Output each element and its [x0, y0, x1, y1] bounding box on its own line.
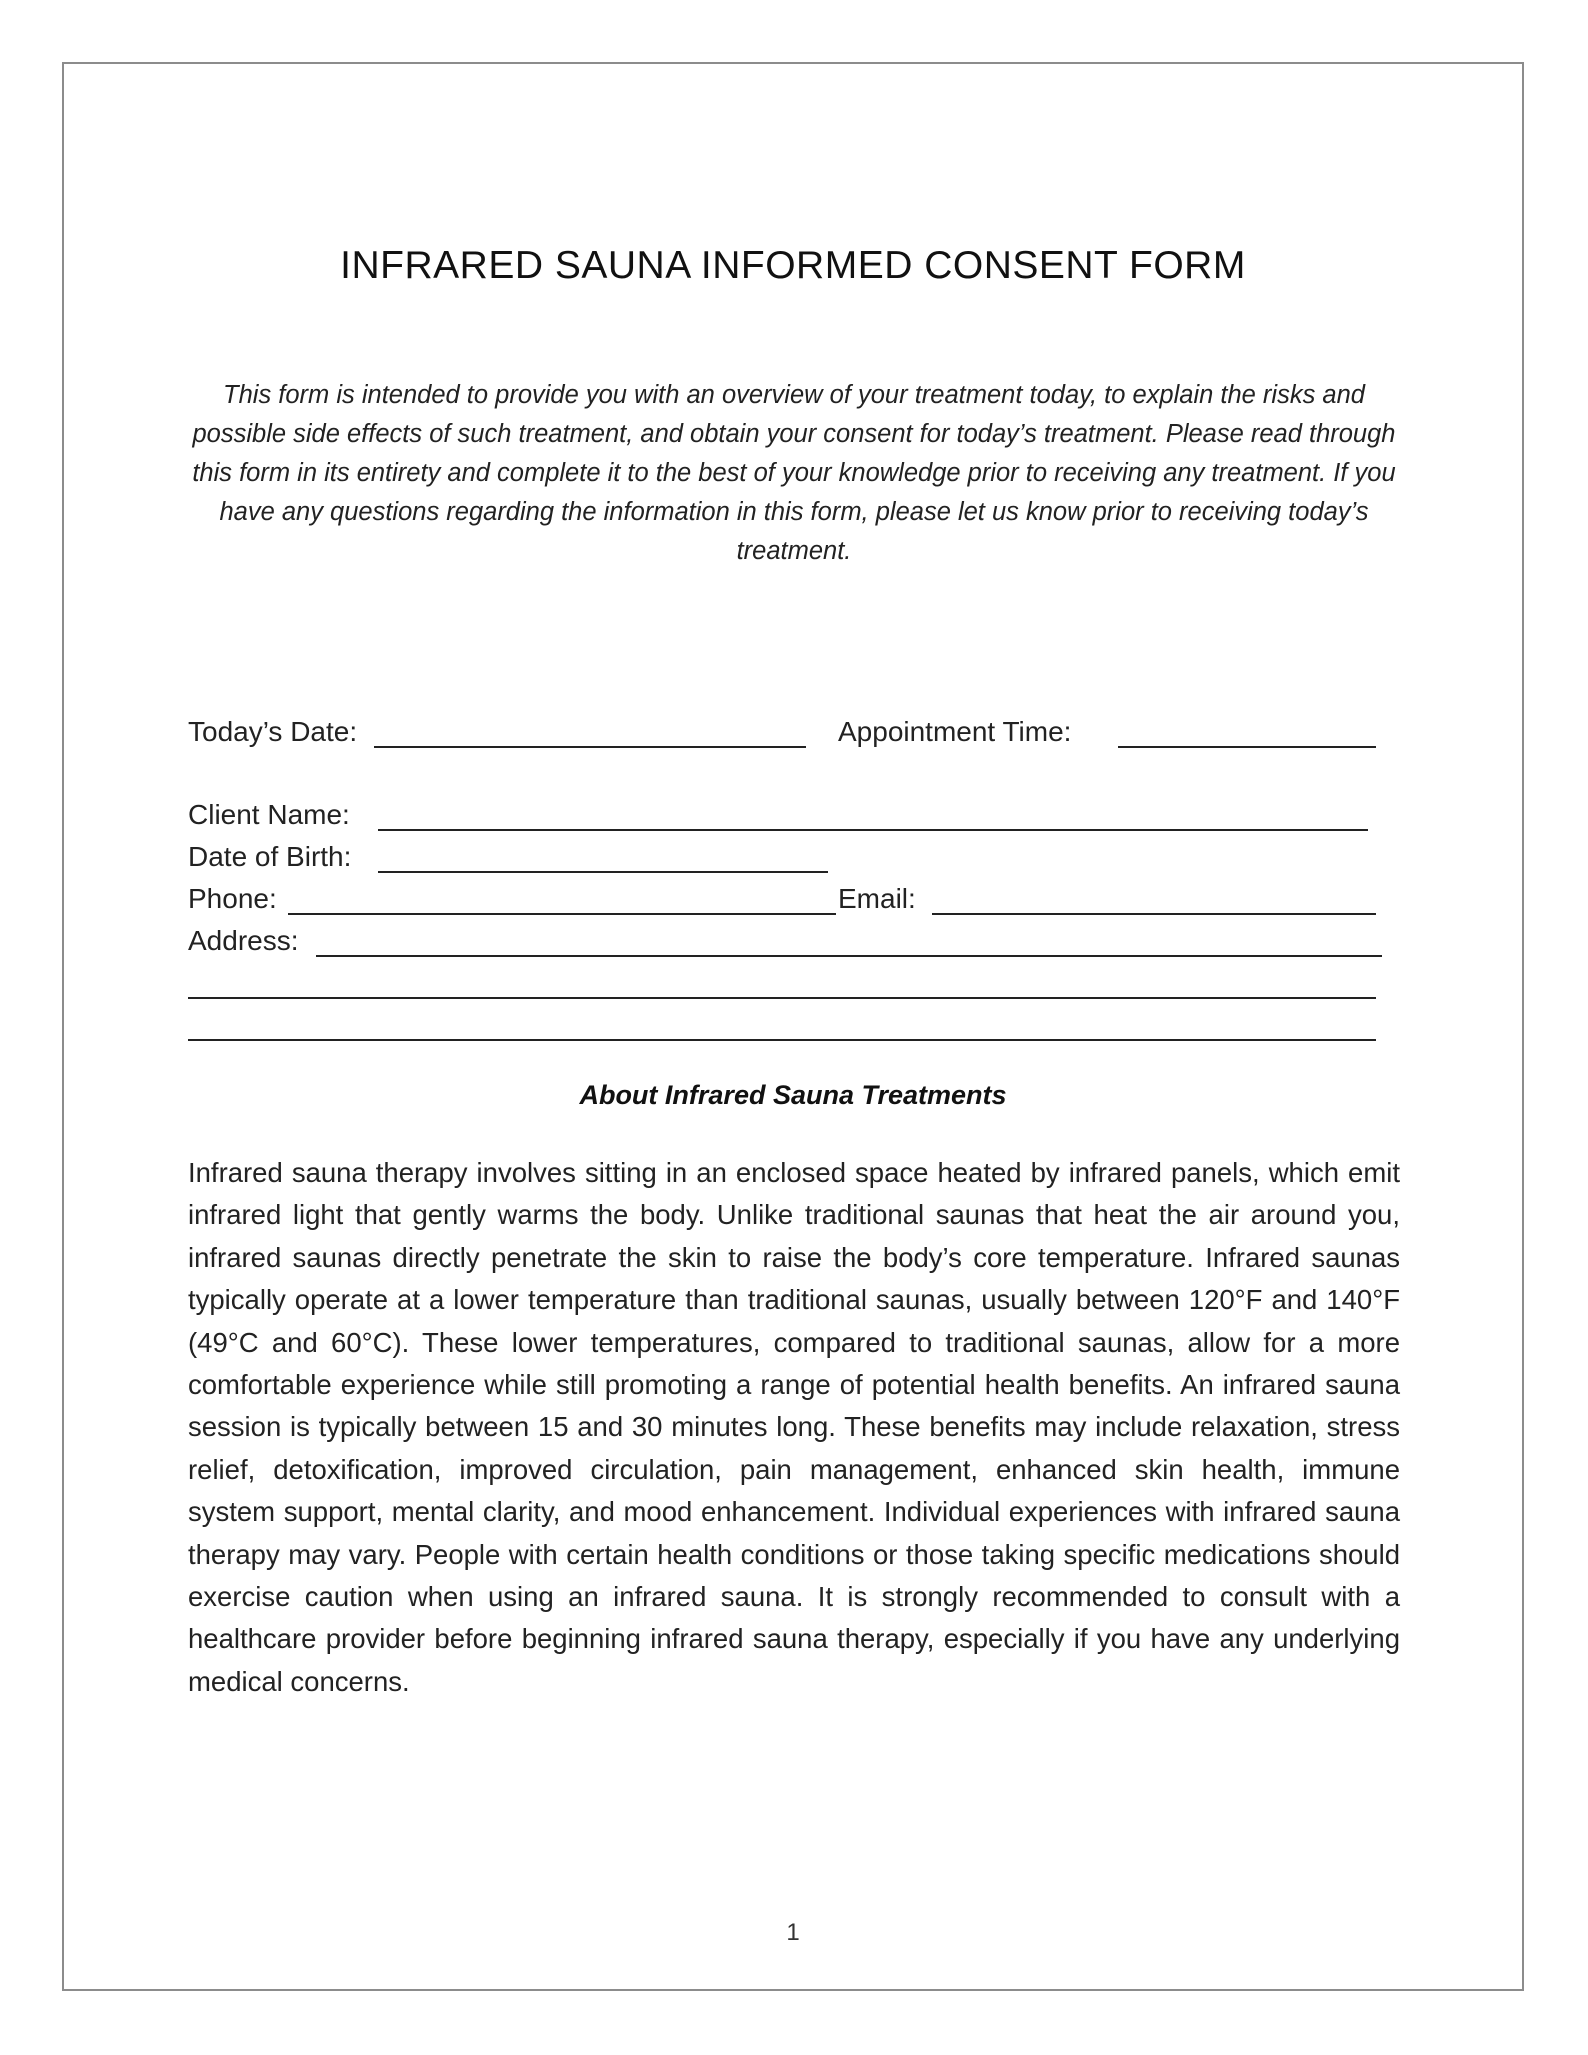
todays-date-field[interactable] [374, 746, 806, 748]
address-label: Address: [188, 925, 299, 956]
section-heading: About Infrared Sauna Treatments [579, 1080, 1007, 1110]
address-line-3[interactable] [188, 1039, 1376, 1041]
phone-email-row [188, 881, 1438, 917]
date-time-row [188, 714, 1438, 750]
page-number: 1 [786, 1919, 800, 1946]
appointment-time-field[interactable] [1118, 746, 1376, 748]
date-of-birth-row [188, 839, 1438, 875]
body-paragraph: Infrared sauna therapy involves sitting in an enclosed space heated by infrared panels, which emit infrared light that gently warms the body. Unlike traditional saunas that heat the air around you, infrared saunas directly penetrate the skin to raise the body’s core temperature. Infrared saunas typically operate at a lower temperature than traditional saunas, usually between 120°F and 140°F (49°C and 60°C). These lower temperatures, compared to traditional saunas, allow for a more comfortable experience while still promoting a range of potential health benefits. An infrared sauna session is typically between 15 and 30 minutes long. These benefits may include relaxation, stress relief, detoxification, improved circulation, pain management, enhanced skin health, immune system support, mental clarity, and mood enhancement. Individual experiences with infrared sauna therapy may vary. People with certain health conditions or those taking specific medications should exercise caution when using an infrared sauna. It is strongly recommended to consult with a healthcare provider before beginning infrared sauna therapy, especially if you have any underlying medical concerns. [188, 1157, 1400, 1697]
address-field[interactable] [316, 955, 1382, 957]
form-title: INFRARED SAUNA INFORMED CONSENT FORM [340, 244, 1246, 287]
phone-label: Phone: [188, 883, 277, 914]
client-name-label: Client Name: [188, 799, 350, 830]
client-name-field[interactable] [378, 829, 1368, 831]
appointment-time-label: Appointment Time: [838, 716, 1072, 747]
todays-date-label: Today’s Date: [188, 716, 358, 747]
address-line-2[interactable] [188, 997, 1376, 999]
phone-field[interactable] [288, 913, 836, 915]
address-row [188, 923, 1438, 959]
email-field[interactable] [932, 913, 1376, 915]
client-name-row [188, 797, 1438, 833]
document-page [62, 62, 1524, 1991]
date-of-birth-field[interactable] [378, 871, 828, 873]
date-of-birth-label: Date of Birth: [188, 841, 352, 872]
email-label: Email: [838, 883, 916, 914]
intro-paragraph: This form is intended to provide you with an overview of your treatment today, to explain the risks and possible side effects of such treatment, and obtain your consent for today’s treatment. Please read through this form in its entirety and complete it to the best of your knowledge prior to receiving any treatment. If you have any questions regarding the information in this form, please let us know prior to receiving today’s treatment. [192, 381, 1396, 565]
